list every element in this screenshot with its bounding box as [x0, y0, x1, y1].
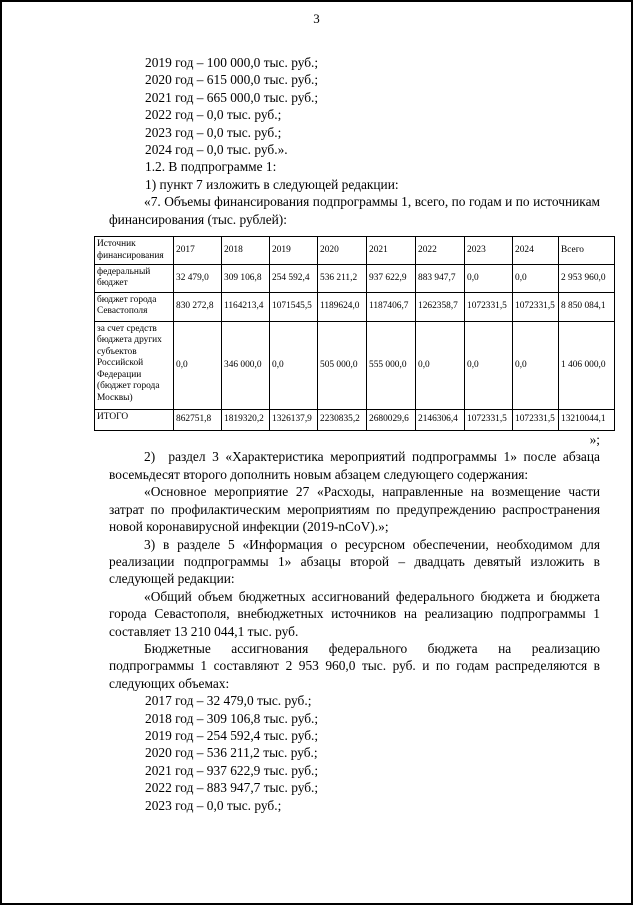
table-cell: 0,0: [513, 322, 559, 410]
table-header-cell: 2018: [222, 237, 270, 265]
table-cell: 1187406,7: [367, 293, 416, 322]
table-cell: 1189624,0: [318, 293, 367, 322]
list-item: 2022 год – 883 947,7 тыс. руб.;: [145, 780, 319, 796]
table-cell: 1164213,4: [222, 293, 270, 322]
table-cell: 309 106,8: [222, 265, 270, 293]
list-item: 2020 год – 536 211,2 тыс. руб.;: [145, 745, 318, 761]
table-cell: 0,0: [270, 322, 318, 410]
list-item: 2020 год – 615 000,0 тыс. руб.;: [145, 72, 319, 88]
paragraph-clause-2: 2) раздел 3 «Характеристика мероприятий подпрограммы 1» после абзаца восемьдесят второго дополнить новым абзацем следующего содержания:: [109, 449, 600, 482]
table-cell: 2680029,6: [367, 410, 416, 431]
paragraph-measure-27: «Основное мероприятие 27 «Расходы, направленные на возмещение части затрат по профилактическим мероприятиям по предупреждению распространения новой коронавирусной инфекции (2019-nCoV).»;: [109, 484, 600, 535]
table-row: [95, 322, 615, 410]
table-cell: 1072331,5: [465, 410, 513, 431]
document-body: [97, 54, 606, 814]
table-header-row: [95, 237, 615, 265]
list-item: 2023 год – 0,0 тыс. руб.;: [145, 124, 282, 140]
table-cell: 555 000,0: [367, 322, 416, 410]
table-cell: 254 592,4: [270, 265, 318, 293]
table-cell: 937 622,9: [367, 265, 416, 293]
table-header-cell: 2022: [416, 237, 465, 265]
clause-1-2: 1.2. В подпрограмме 1:: [145, 159, 277, 175]
funding-table: [94, 236, 615, 431]
table-cell: 346 000,0: [222, 322, 270, 410]
list-item: 2019 год – 254 592,4 тыс. руб.;: [145, 727, 319, 743]
clause-subitem-1: 1) пункт 7 изложить в следующей редакции:: [145, 176, 399, 192]
paragraph-clause-3: 3) в разделе 5 «Информация о ресурсном обеспечении, необходимом для реализации подпрограммы 1» абзацы второй – двадцать девятый изложить в следующей редакции:: [109, 536, 600, 587]
paragraph-point-7: «7. Объемы финансирования подпрограммы 1, всего, по годам и по источникам финансирования (тыс. рублей):: [109, 194, 600, 227]
list-item: 2021 год – 937 622,9 тыс. руб.;: [145, 762, 319, 778]
table-cell: 2230835,2: [318, 410, 367, 431]
table-header-cell: 2024: [513, 237, 559, 265]
table-row-label: за счет средств бюджета других субъектов Российской Федерации (бюджет города Москвы): [95, 322, 174, 410]
table-cell: 0,0: [174, 322, 222, 410]
table-cell: 0,0: [465, 265, 513, 293]
table-cell: 1262358,7: [416, 293, 465, 322]
table-cell: 505 000,0: [318, 322, 367, 410]
table-cell: 0,0: [416, 322, 465, 410]
table-header-cell: 2023: [465, 237, 513, 265]
table-cell: 32 479,0: [174, 265, 222, 293]
table-cell: 536 211,2: [318, 265, 367, 293]
table-header-cell: 2020: [318, 237, 367, 265]
list-item: 2017 год – 32 479,0 тыс. руб.;: [145, 693, 312, 709]
list-item: 2023 год – 0,0 тыс. руб.;: [145, 797, 282, 813]
table-header-cell: Источник финансирования: [95, 237, 174, 265]
table-row: [95, 293, 615, 322]
table-cell: 2146306,4: [416, 410, 465, 431]
table-row: [95, 265, 615, 293]
table-row-label: бюджет города Севастополя: [95, 293, 174, 322]
table-cell: 0,0: [465, 322, 513, 410]
table-cell: 830 272,8: [174, 293, 222, 322]
list-item: 2019 год – 100 000,0 тыс. руб.;: [145, 55, 319, 70]
table-cell: 13210044,1: [559, 410, 615, 431]
list-item: 2021 год – 665 000,0 тыс. руб.;: [145, 89, 319, 105]
table-cell: 2 953 960,0: [559, 265, 615, 293]
table-cell: 1819320,2: [222, 410, 270, 431]
table-header-cell: 2017: [174, 237, 222, 265]
list-item: 2022 год – 0,0 тыс. руб.;: [145, 107, 282, 123]
page-number: 3: [313, 11, 320, 26]
table-cell: 1072331,5: [513, 293, 559, 322]
table-cell: 1072331,5: [513, 410, 559, 431]
table-cell: 1 406 000,0: [559, 322, 615, 410]
table-cell: 0,0: [513, 265, 559, 293]
paragraph-total-volume: «Общий объем бюджетных ассигнований федерального бюджета и бюджета города Севастополя, внебюджетных источников на реализацию подпрограммы 1 составляет 13 210 044,1 тыс. руб.: [109, 588, 600, 639]
paragraph-federal-budget: Бюджетные ассигнования федерального бюджета на реализацию подпрограммы 1 составляют 2 953 960,0 тыс. руб. и по годам распределяются в следующих объемах:: [109, 640, 600, 691]
amount-list-top: [109, 54, 600, 193]
table-row-total: [95, 410, 615, 431]
table-cell: 8 850 084,1: [559, 293, 615, 322]
amount-list-bottom: [109, 692, 600, 814]
table-cell: 1072331,5: [465, 293, 513, 322]
table-header-cell: Всего: [559, 237, 615, 265]
table-cell: 1071545,5: [270, 293, 318, 322]
list-item: 2024 год – 0,0 тыс. руб.».: [145, 142, 288, 158]
table-header-cell: 2021: [367, 237, 416, 265]
table-cell: 883 947,7: [416, 265, 465, 293]
table-row-label: федеральный бюджет: [95, 265, 174, 293]
list-item: 2018 год – 309 106,8 тыс. руб.;: [145, 710, 319, 726]
table-row-label: ИТОГО: [95, 410, 174, 431]
table-header-cell: 2019: [270, 237, 318, 265]
closing-quote-mark: »;: [589, 432, 600, 448]
table-cell: 1326137,9: [270, 410, 318, 431]
table-cell: 862751,8: [174, 410, 222, 431]
